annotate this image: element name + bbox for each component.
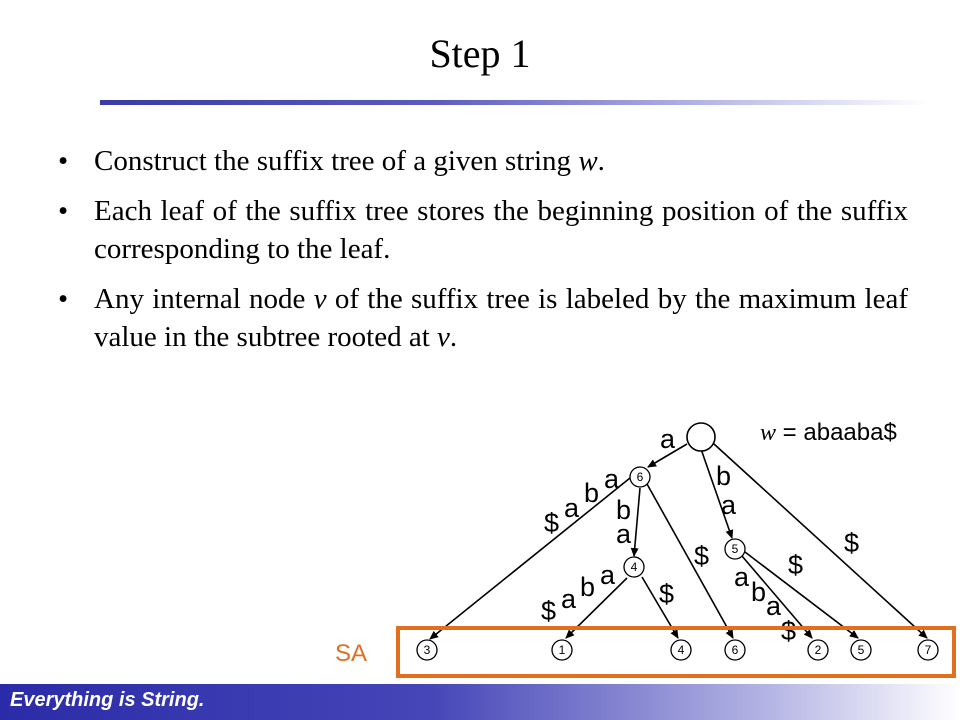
leaf-1 bbox=[552, 640, 572, 660]
leaf-5 bbox=[851, 640, 871, 660]
edge-label-6-6 bbox=[694, 541, 709, 571]
root-node bbox=[687, 423, 715, 451]
leaf-label: 7 bbox=[924, 643, 932, 657]
edge-char: b bbox=[751, 577, 767, 607]
edge-char: a bbox=[600, 560, 616, 590]
edge-label-4-1 bbox=[541, 560, 616, 626]
leaf-label: 4 bbox=[677, 643, 685, 657]
edge-label-root-a: a bbox=[660, 424, 676, 454]
leaf-6 bbox=[725, 640, 745, 660]
edge-label-6-3 bbox=[544, 464, 620, 538]
edge-char: b bbox=[616, 495, 632, 525]
bullet-3-end: . bbox=[449, 321, 458, 353]
footer-text: Everything is String. bbox=[10, 689, 205, 711]
w-label: w = abaaba$ bbox=[760, 419, 897, 446]
edge-char: $ bbox=[544, 508, 560, 538]
edge-char: $ bbox=[694, 541, 710, 571]
edge-char: $ bbox=[781, 616, 797, 646]
leaf-2 bbox=[808, 640, 828, 660]
edge-char: $ bbox=[541, 596, 557, 626]
edge-char: a bbox=[561, 584, 577, 614]
edge-char: a bbox=[766, 591, 782, 621]
bullet-3-var2: v bbox=[437, 321, 450, 353]
bullet-dot: • bbox=[58, 283, 69, 315]
bullet-1-var: w bbox=[578, 145, 598, 177]
edge-label-4-4 bbox=[659, 579, 674, 609]
edge-label-6-4 bbox=[616, 495, 632, 549]
edge-label-5-2 bbox=[734, 562, 796, 646]
bullet-2-text: Each leaf of the suffix tree stores the beginning position of the suffix corresponding to the leaf. bbox=[94, 195, 908, 265]
leaf-7 bbox=[918, 640, 938, 660]
edge-6-4 bbox=[634, 488, 640, 556]
leaf-4 bbox=[671, 640, 691, 660]
edge-label-root-5 bbox=[716, 461, 737, 520]
edge-char: a bbox=[564, 493, 580, 523]
internal-node-4 bbox=[624, 557, 644, 577]
bullet-3-mid: of the suffix tree is labeled by the maximum leaf value in the subtree rooted at bbox=[94, 283, 908, 353]
footer-bar bbox=[0, 684, 960, 720]
edge-char: a bbox=[721, 490, 737, 520]
edge-char: a bbox=[616, 519, 632, 549]
slide-title: Step 1 bbox=[429, 31, 531, 76]
leaf-label: 2 bbox=[814, 643, 822, 657]
bullet-dot: • bbox=[58, 195, 69, 227]
leaf-label: 5 bbox=[857, 643, 865, 657]
internal-node-6-label: 6 bbox=[636, 470, 644, 484]
bullet-3-var: v bbox=[313, 283, 327, 315]
edge-6-3 bbox=[430, 478, 630, 639]
edge-label-5-5 bbox=[788, 550, 803, 580]
leaf-label: 6 bbox=[731, 643, 739, 657]
edge-char: b bbox=[716, 461, 732, 491]
bullet-1-text: Construct the suffix tree of a given string bbox=[94, 145, 579, 177]
edge-char: b bbox=[584, 478, 600, 508]
leaf-label: 1 bbox=[558, 643, 566, 657]
internal-node-5 bbox=[725, 539, 745, 559]
sa-label: SA bbox=[335, 640, 368, 667]
edge-char: b bbox=[580, 572, 596, 602]
internal-node-6 bbox=[630, 467, 650, 487]
bullet-1-end: . bbox=[597, 145, 605, 177]
leaf-label: 3 bbox=[423, 643, 431, 657]
bullet-dot: • bbox=[58, 145, 69, 177]
edge-char: a bbox=[734, 562, 750, 592]
edge-char: $ bbox=[659, 579, 675, 609]
internal-node-5-label: 5 bbox=[731, 542, 739, 556]
edge-char: $ bbox=[788, 550, 804, 580]
edge-char: $ bbox=[844, 528, 860, 558]
leaf-3 bbox=[417, 640, 437, 660]
edge-label-root-7 bbox=[844, 528, 859, 558]
edge-char: a bbox=[604, 464, 620, 494]
bullet-3-text: Any internal node bbox=[94, 283, 314, 315]
internal-node-4-label: 4 bbox=[630, 560, 638, 574]
